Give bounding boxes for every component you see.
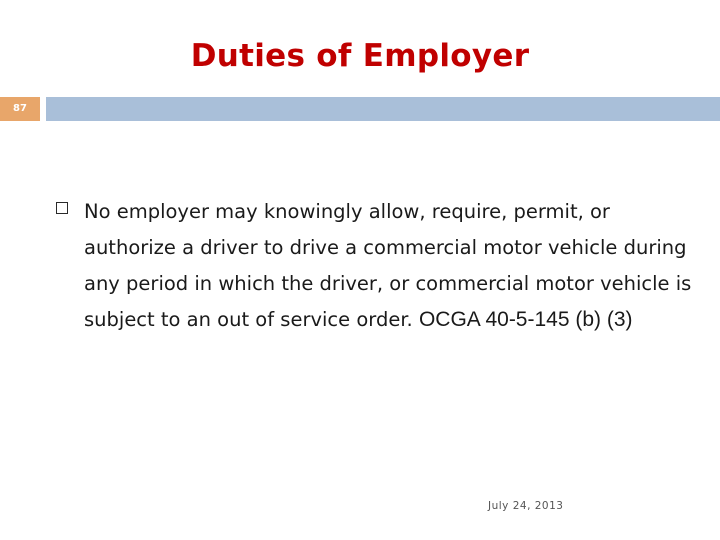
square-bullet-icon — [56, 202, 68, 214]
legal-citation: OCGA 40-5-145 (b) (3) — [418, 308, 633, 331]
slide-title: Duties of Employer — [190, 38, 530, 74]
footer-date: July 24, 2013 — [488, 500, 564, 512]
bullet-text — [84, 194, 704, 338]
header-divider-bar — [46, 97, 720, 121]
bullet-body-text: No employer may knowingly allow, require, permit, or authorize a driver to drive a commercial motor vehicle during any period in which the driver, or commercial motor vehicle is subject to an out of service order. — [84, 200, 692, 331]
slide-number-badge: 87 — [0, 97, 40, 121]
